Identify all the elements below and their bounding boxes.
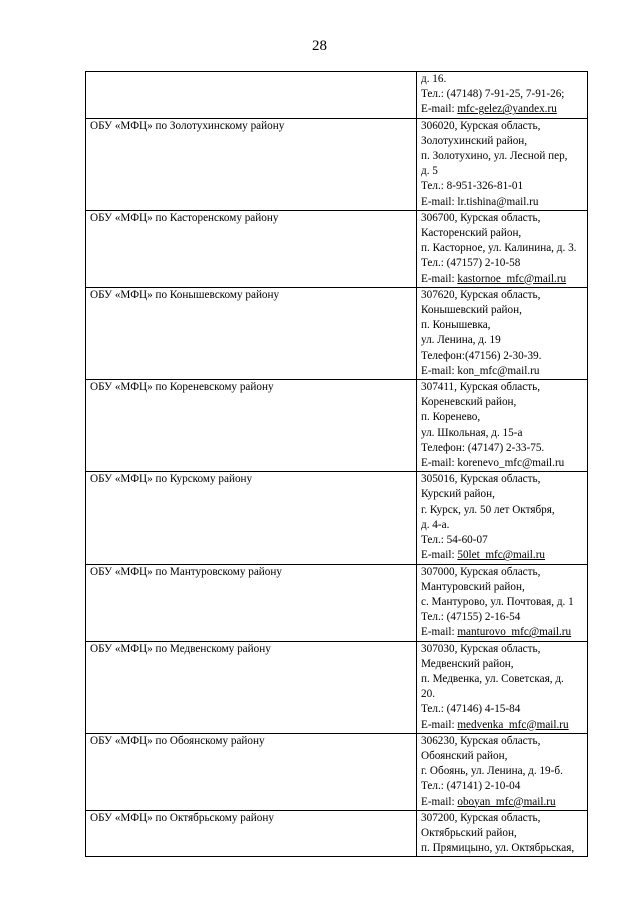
office-name: ОБУ «МФЦ» по Касторенскому району xyxy=(90,211,279,224)
address-line: Конышевский район, xyxy=(421,304,522,317)
table-row xyxy=(86,641,588,733)
address-line: Золотухинский район, xyxy=(421,134,528,147)
address-line: Кореневский район, xyxy=(421,396,517,409)
phone-line: Тел.: 8-951-326-81-01 xyxy=(421,180,524,193)
office-name: ОБУ «МФЦ» по Курскому району xyxy=(90,473,253,486)
email-prefix: E-mail: xyxy=(421,626,458,639)
table-row xyxy=(86,380,588,472)
phone-line: Тел.: (47146) 4-15-84 xyxy=(421,703,521,716)
address-line: 307411, Курская область, xyxy=(421,381,540,394)
phone-line: Тел.: (47155) 2-16-54 xyxy=(421,611,521,624)
office-name: ОБУ «МФЦ» по Конышевскому району xyxy=(90,288,280,301)
office-name-cell xyxy=(86,287,417,379)
email-link[interactable]: kastornoe_mfc@mail.ru xyxy=(457,272,567,285)
email-prefix: E-mail: xyxy=(421,718,458,731)
office-address-cell xyxy=(417,287,588,379)
email-line xyxy=(421,625,584,640)
address-line: с. Мантурово, ул. Почтовая, д. 1 xyxy=(421,595,574,608)
address-line: п. Золотухино, ул. Лесной пер, xyxy=(421,150,568,163)
address-line: 305016, Курская область, xyxy=(421,473,541,486)
office-address-cell xyxy=(417,118,588,210)
office-address-cell xyxy=(417,564,588,641)
address-line: 307620, Курская область, xyxy=(421,288,541,301)
address-line: Медвенский район, xyxy=(421,657,514,670)
email-line xyxy=(421,456,584,471)
office-name-cell xyxy=(86,210,417,287)
table-row xyxy=(86,210,588,287)
office-name-cell xyxy=(86,564,417,641)
address-line: Курский район, xyxy=(421,488,495,501)
email-link[interactable]: mfc-gelez@yandex.ru xyxy=(457,103,557,116)
office-name-cell xyxy=(86,641,417,733)
table-row xyxy=(86,472,588,564)
phone-line: Тел.: 54-60-07 xyxy=(421,534,488,547)
address-line: 306020, Курская область, xyxy=(421,119,541,132)
email-text: korenevo_mfc@mail.ru xyxy=(457,457,565,470)
table-row xyxy=(86,118,588,210)
address-line: 307030, Курская область, xyxy=(421,642,541,655)
office-name-cell xyxy=(86,810,417,857)
office-name-cell xyxy=(86,472,417,564)
address-line: п. Коренево, xyxy=(421,411,481,424)
email-link[interactable]: manturovo_mfc@mail.ru xyxy=(457,626,572,639)
address-line: Мантуровский район, xyxy=(421,580,525,593)
address-line: Октябрьский район, xyxy=(421,826,517,839)
email-line xyxy=(421,195,584,210)
email-prefix: E-mail: xyxy=(421,549,458,562)
email-line xyxy=(421,795,584,810)
office-name: ОБУ «МФЦ» по Мантуровскому району xyxy=(90,565,282,578)
address-line: п. Медвенка, ул. Советская, д. xyxy=(421,672,564,685)
phone-line: Телефон: (47147) 2-33-75. xyxy=(421,441,545,454)
email-line xyxy=(421,364,584,379)
email-link[interactable]: medvenka_mfc@mail.ru xyxy=(457,718,569,731)
email-line xyxy=(421,548,584,563)
table-row xyxy=(86,72,588,119)
email-prefix: E-mail: xyxy=(421,795,458,808)
table-row xyxy=(86,733,588,810)
email-line xyxy=(421,102,584,117)
address-line: д. 4-а. xyxy=(421,518,450,531)
address-line: п. Прямицыно, ул. Октябрьская, xyxy=(421,842,575,855)
table-row xyxy=(86,564,588,641)
address-line: ул. Школьная, д. 15-а xyxy=(421,426,523,439)
office-name-cell xyxy=(86,72,417,119)
office-name: ОБУ «МФЦ» по Золотухинскому району xyxy=(90,119,285,132)
table-row xyxy=(86,287,588,379)
address-line: п. Касторное, ул. Калинина, д. 3. xyxy=(421,242,577,255)
address-line: д. 5 xyxy=(421,165,438,178)
address-line: Касторенский район, xyxy=(421,227,522,240)
office-name-cell xyxy=(86,380,417,472)
email-text: kon_mfc@mail.ru xyxy=(457,364,540,377)
address-line: 307200, Курская область, xyxy=(421,811,541,824)
address-line: 307000, Курская область, xyxy=(421,565,541,578)
email-line xyxy=(421,272,584,287)
address-line: 306230, Курская область, xyxy=(421,734,541,747)
office-name: ОБУ «МФЦ» по Медвенскому району xyxy=(90,642,271,655)
email-prefix: E-mail: xyxy=(421,272,458,285)
office-name-cell xyxy=(86,118,417,210)
office-address-cell xyxy=(417,641,588,733)
office-address-cell xyxy=(417,733,588,810)
address-line: г. Курск, ул. 50 лет Октября, xyxy=(421,503,555,516)
phone-line: Тел.: (47157) 2-10-58 xyxy=(421,257,521,270)
phone-line: Тел.: (47148) 7-91-25, 7-91-26; xyxy=(421,88,565,101)
email-prefix: E-mail: xyxy=(421,457,458,470)
mfc-offices-table xyxy=(85,71,588,857)
office-name: ОБУ «МФЦ» по Обоянскому району xyxy=(90,734,265,747)
email-text: lr.tishina@mail.ru xyxy=(457,195,539,208)
address-line: ул. Ленина, д. 19 xyxy=(421,334,501,347)
email-line xyxy=(421,718,584,733)
email-prefix: E-mail: xyxy=(421,195,458,208)
email-link[interactable]: 50let_mfc@mail.ru xyxy=(457,549,546,562)
email-link[interactable]: oboyan_mfc@mail.ru xyxy=(457,795,556,808)
office-address-cell xyxy=(417,210,588,287)
email-prefix: E-mail: xyxy=(421,103,458,116)
office-address-cell xyxy=(417,472,588,564)
office-name: ОБУ «МФЦ» по Кореневскому району xyxy=(90,381,274,394)
phone-line: Телефон:(47156) 2-30-39. xyxy=(421,349,542,362)
address-line: 20. xyxy=(421,688,435,701)
email-prefix: E-mail: xyxy=(421,364,458,377)
address-line: п. Конышевка, xyxy=(421,319,491,332)
address-line: д. 16. xyxy=(421,73,447,85)
address-line: 306700, Курская область, xyxy=(421,211,541,224)
office-address-cell xyxy=(417,810,588,857)
phone-line: Тел.: (47141) 2-10-04 xyxy=(421,780,521,793)
office-name: ОБУ «МФЦ» по Октябрьскому району xyxy=(90,811,274,824)
office-name-cell xyxy=(86,733,417,810)
address-line: Обоянский район, xyxy=(421,749,508,762)
address-line: г. Обоянь, ул. Ленина, д. 19-б. xyxy=(421,765,563,778)
office-address-cell xyxy=(417,380,588,472)
table-row xyxy=(86,810,588,857)
page-number: 28 xyxy=(312,38,327,54)
office-address-cell xyxy=(417,72,588,119)
